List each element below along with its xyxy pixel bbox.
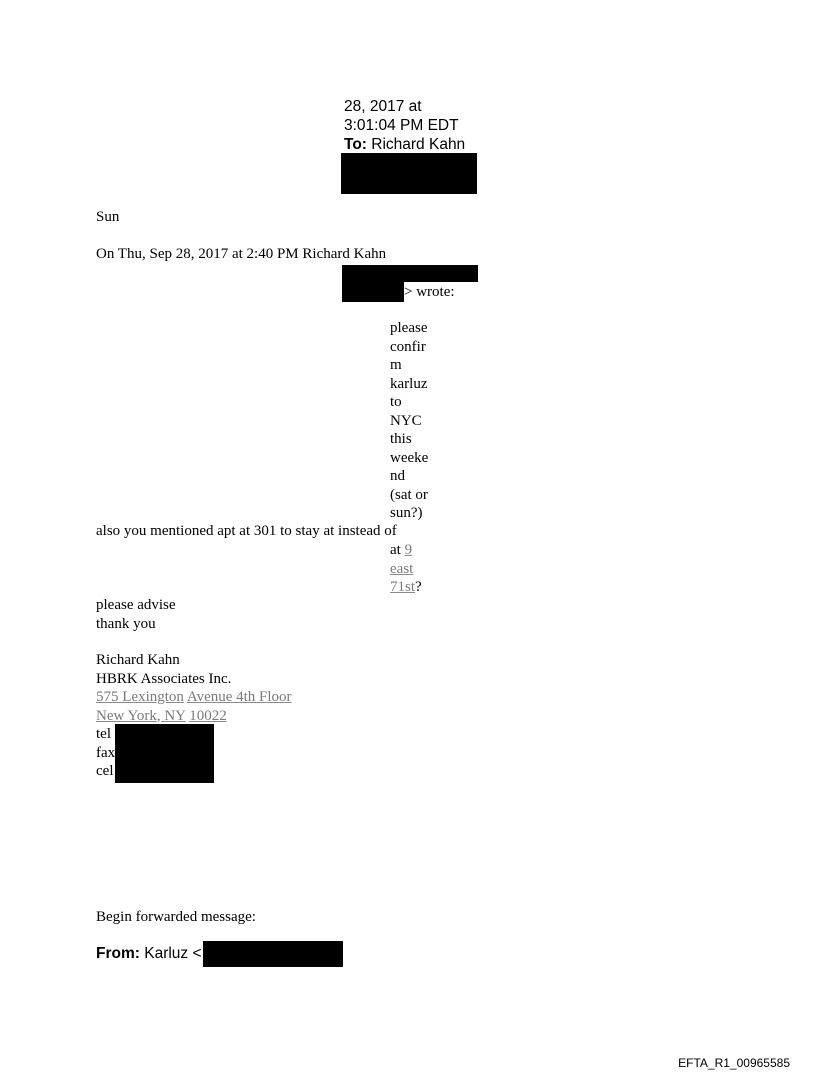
request-line: m: [390, 357, 402, 373]
sent-date-line-2: 3:01:04 PM EDT: [344, 117, 459, 134]
thank-you: thank you: [96, 615, 156, 632]
request-line: (sat or: [390, 486, 428, 503]
closing: [96, 596, 176, 633]
forwarded-heading: Begin forwarded message:: [96, 909, 256, 925]
street-link[interactable]: 575 Lexington: [96, 689, 184, 705]
address-link[interactable]: 9: [404, 542, 413, 558]
address-link[interactable]: east: [390, 560, 414, 577]
city-link[interactable]: New York, NY: [96, 707, 186, 724]
question-mark: ?: [415, 579, 422, 595]
address-link[interactable]: 71st: [390, 579, 416, 595]
at-line: [390, 541, 422, 560]
redaction-box: [115, 724, 214, 783]
address-block: [390, 541, 422, 597]
request-line: please: [390, 320, 428, 336]
to-label: To:: [344, 136, 367, 153]
fax-label: fax: [96, 744, 116, 761]
from-line: [96, 944, 202, 963]
request-line: this: [390, 431, 412, 447]
reply-text: Sun: [96, 209, 120, 225]
redaction-box: [203, 941, 343, 967]
at-word: at: [390, 542, 401, 558]
request-line: nd: [390, 468, 405, 484]
signature-name: Richard Kahn: [96, 652, 180, 668]
street-link[interactable]: Avenue 4th Floor: [186, 689, 292, 705]
to-line: [344, 135, 465, 154]
to-value: Richard Kahn: [371, 136, 466, 153]
request-line: weeke: [390, 449, 429, 466]
from-label: From:: [96, 945, 140, 962]
request-line: sun?): [390, 505, 423, 521]
please-advise: please advise: [96, 597, 176, 613]
request-line: karluz: [390, 375, 428, 392]
cel-label: cel: [96, 763, 114, 779]
quote-intro: On Thu, Sep 28, 2017 at 2:40 PM Richard Kahn: [96, 246, 387, 262]
redaction-box: [342, 265, 478, 282]
zip-link[interactable]: 10022: [189, 707, 227, 724]
tel-label: tel: [96, 726, 111, 742]
sent-date-line-1: 28, 2017 at: [344, 98, 422, 115]
email-header: [344, 97, 465, 154]
request-text: [390, 319, 428, 523]
request-line: to: [390, 394, 402, 410]
wrote-text: > wrote:: [404, 284, 455, 300]
request-line: NYC: [390, 412, 422, 429]
redaction-box: [341, 153, 477, 194]
redaction-box: [342, 282, 404, 302]
signature-company: HBRK Associates Inc.: [96, 670, 232, 687]
from-value: Karluz <: [144, 945, 202, 962]
apt-line: also you mentioned apt at 301 to stay at instead of: [96, 523, 397, 539]
request-line: confir: [390, 338, 426, 355]
document-id: EFTA_R1_00965585: [678, 1056, 790, 1070]
